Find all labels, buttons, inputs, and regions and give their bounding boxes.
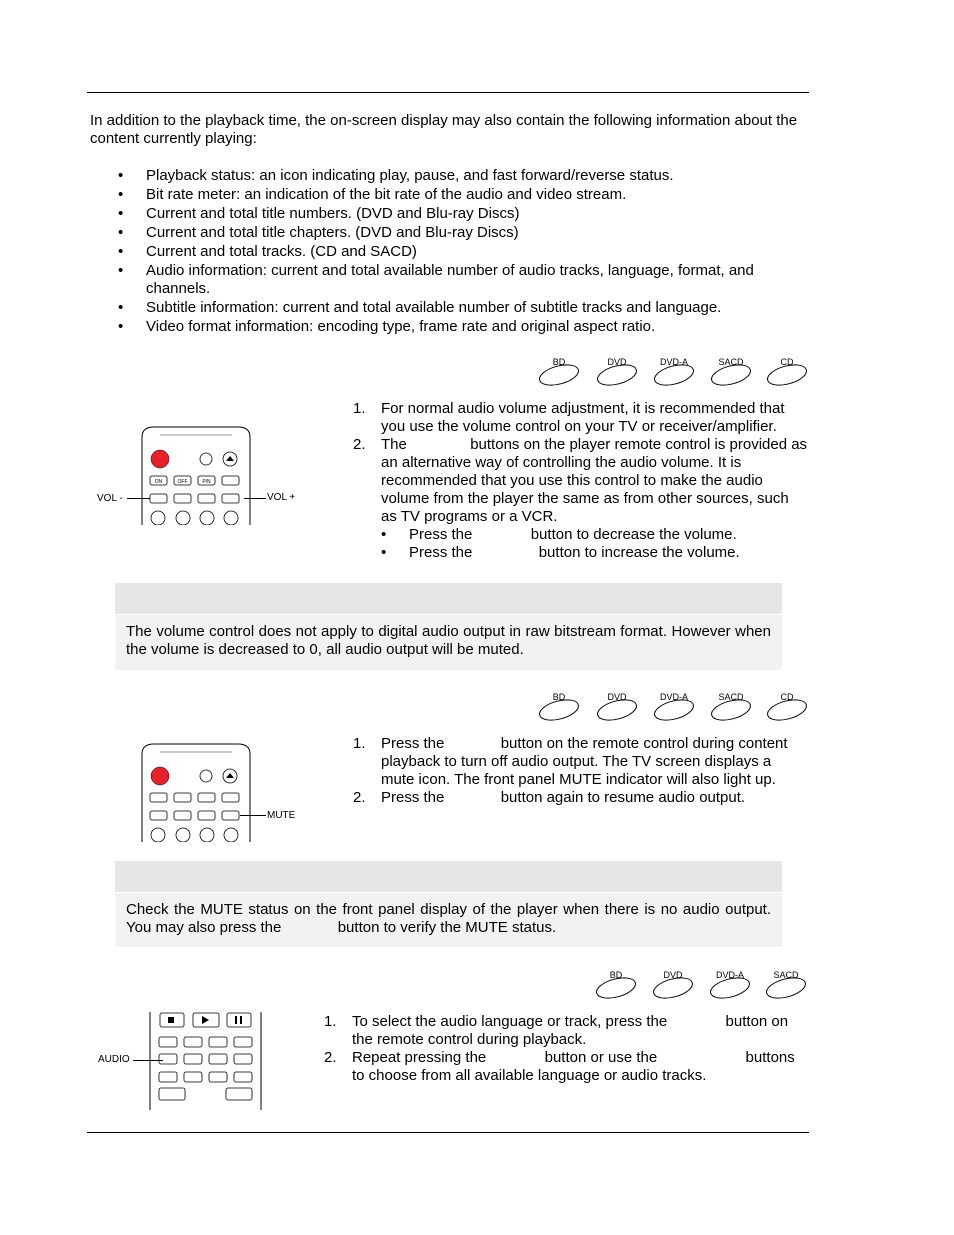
disc-label: DVD xyxy=(607,357,627,367)
step-number: 1. xyxy=(324,1013,337,1030)
disc-label: BD xyxy=(609,970,623,980)
mute-note-body xyxy=(115,893,782,947)
disc-label: DVD-A xyxy=(659,692,688,702)
audio-disc-badges xyxy=(595,970,808,1000)
step-text: The xyxy=(381,436,407,453)
step-number: 2. xyxy=(324,1049,337,1066)
step-text: buttons to choose from all available language or audio tracks. xyxy=(352,1049,795,1084)
sub-text: Press the xyxy=(409,544,473,561)
volume-disc-badges xyxy=(538,357,808,387)
sacd-disc-icon xyxy=(710,357,752,387)
list-item: • Playback status: an icon indicating play, pause, and fast forward/reverse status. xyxy=(118,167,808,185)
sub-text: button to decrease the volume. xyxy=(530,526,737,543)
step-text: To select the audio language or track, press the xyxy=(352,1013,668,1030)
step-text: button or use the xyxy=(544,1049,658,1066)
dvd-disc-icon xyxy=(652,970,694,1000)
footer-rule xyxy=(87,1132,809,1133)
volume-note-header xyxy=(115,583,782,614)
off-key-label: OFF xyxy=(177,479,188,485)
mute-callout: MUTE xyxy=(267,810,296,821)
remote-mute-illustration xyxy=(140,742,252,842)
bd-disc-icon xyxy=(595,970,637,1000)
list-item xyxy=(324,1049,808,1085)
sacd-disc-icon xyxy=(710,692,752,722)
dvd-disc-icon xyxy=(596,357,638,387)
disc-label: DVD-A xyxy=(659,357,688,367)
disc-label: BD xyxy=(552,692,566,702)
cd-disc-icon xyxy=(766,692,808,722)
remote-audio-illustration xyxy=(148,1010,264,1112)
step-text: buttons on the player remote control is provided as an alternative way of controlling the audio volume. It is recommended that you use this control to make the audio volume from the player the same as from other sources, such as TV programs or a VCR. xyxy=(381,436,808,525)
disc-label: BD xyxy=(552,357,566,367)
sacd-disc-icon xyxy=(765,970,807,1000)
step-text: Press the xyxy=(381,735,445,752)
volume-sub-list xyxy=(381,526,808,562)
volume-steps xyxy=(353,400,808,562)
list-item: • Current and total tracks. (CD and SACD) xyxy=(118,243,808,261)
disc-label: SACD xyxy=(718,692,744,702)
step-text: For normal audio volume adjustment, it is recommended that you use the volume control on your TV or receiver/amplifier. xyxy=(381,400,785,435)
disc-label: DVD xyxy=(607,692,627,702)
list-item: • Video format information: encoding type, frame rate and original aspect ratio. xyxy=(118,318,808,336)
list-item: • Current and total title chapters. (DVD and Blu-ray Discs) xyxy=(118,224,808,242)
list-item xyxy=(381,544,808,562)
disc-label: DVD-A xyxy=(715,970,744,980)
vol-plus-leader xyxy=(244,498,266,499)
list-item xyxy=(353,400,808,436)
step-text: button on the remote control during content playback to turn off audio output. The TV screen displays a mute icon. The front panel MUTE indicator will also light up. xyxy=(381,735,788,788)
bd-disc-icon xyxy=(538,692,580,722)
step-number: 1. xyxy=(353,400,366,417)
list-item xyxy=(353,735,808,789)
remote-volume-illustration xyxy=(140,425,252,525)
sub-text: Press the xyxy=(409,526,473,543)
dvd-a-disc-icon xyxy=(653,692,695,722)
mute-note-header xyxy=(115,861,782,892)
list-item xyxy=(353,436,808,562)
note-text: Check the MUTE status on the front panel display of the player when there is no audio output. You may also press the xyxy=(126,901,771,936)
step-text: Press the xyxy=(381,789,445,806)
list-item: • Bit rate meter: an indication of the bit rate of the audio and video stream. xyxy=(118,186,808,204)
vol-minus-leader xyxy=(127,498,150,499)
vol-plus-callout: VOL + xyxy=(267,492,296,503)
list-item xyxy=(324,1013,808,1049)
info-bullet-list xyxy=(118,167,808,337)
bd-disc-icon xyxy=(538,357,580,387)
mute-steps xyxy=(353,735,808,807)
list-item: • Subtitle information: current and total available number of subtitle tracks and language. xyxy=(118,299,808,317)
sub-text: button to increase the volume. xyxy=(538,544,740,561)
step-text: button on the remote control during playback. xyxy=(352,1013,789,1048)
cd-disc-icon xyxy=(766,357,808,387)
vol-minus-callout: VOL - xyxy=(97,493,123,504)
audio-leader xyxy=(133,1060,163,1061)
list-item xyxy=(353,789,808,807)
list-item: • Current and total title numbers. (DVD and Blu-ray Discs) xyxy=(118,205,808,223)
volume-note-body: The volume control does not apply to digital audio output in raw bitstream format. However when the volume is decreased to 0, all audio output will be muted. xyxy=(115,615,782,670)
audio-callout: AUDIO xyxy=(98,1054,130,1065)
disc-label: DVD xyxy=(663,970,683,980)
list-item: • Audio information: current and total available number of audio tracks, language, format, and channels. xyxy=(118,262,808,298)
header-rule xyxy=(87,92,809,93)
mute-leader xyxy=(240,815,266,816)
intro-paragraph: In addition to the playback time, the on-screen display may also contain the following information about the content currently playing: xyxy=(90,112,798,147)
dvd-disc-icon xyxy=(596,692,638,722)
dvd-a-disc-icon xyxy=(709,970,751,1000)
step-text: button again to resume audio output. xyxy=(500,789,746,806)
step-text: Repeat pressing the xyxy=(352,1049,487,1066)
step-number: 1. xyxy=(353,735,366,752)
step-number: 2. xyxy=(353,789,366,806)
disc-label: SACD xyxy=(718,357,744,367)
disc-label: SACD xyxy=(773,970,799,980)
on-key-label: ON xyxy=(154,479,163,485)
note-text: button to verify the MUTE status. xyxy=(337,919,557,936)
mute-disc-badges xyxy=(538,692,808,722)
list-item xyxy=(381,526,808,544)
disc-label: CD xyxy=(780,357,794,367)
dvd-a-disc-icon xyxy=(653,357,695,387)
disc-label: CD xyxy=(780,692,794,702)
audio-steps xyxy=(324,1013,808,1085)
pn-key-label: P/N xyxy=(202,479,211,485)
step-number: 2. xyxy=(353,436,366,453)
